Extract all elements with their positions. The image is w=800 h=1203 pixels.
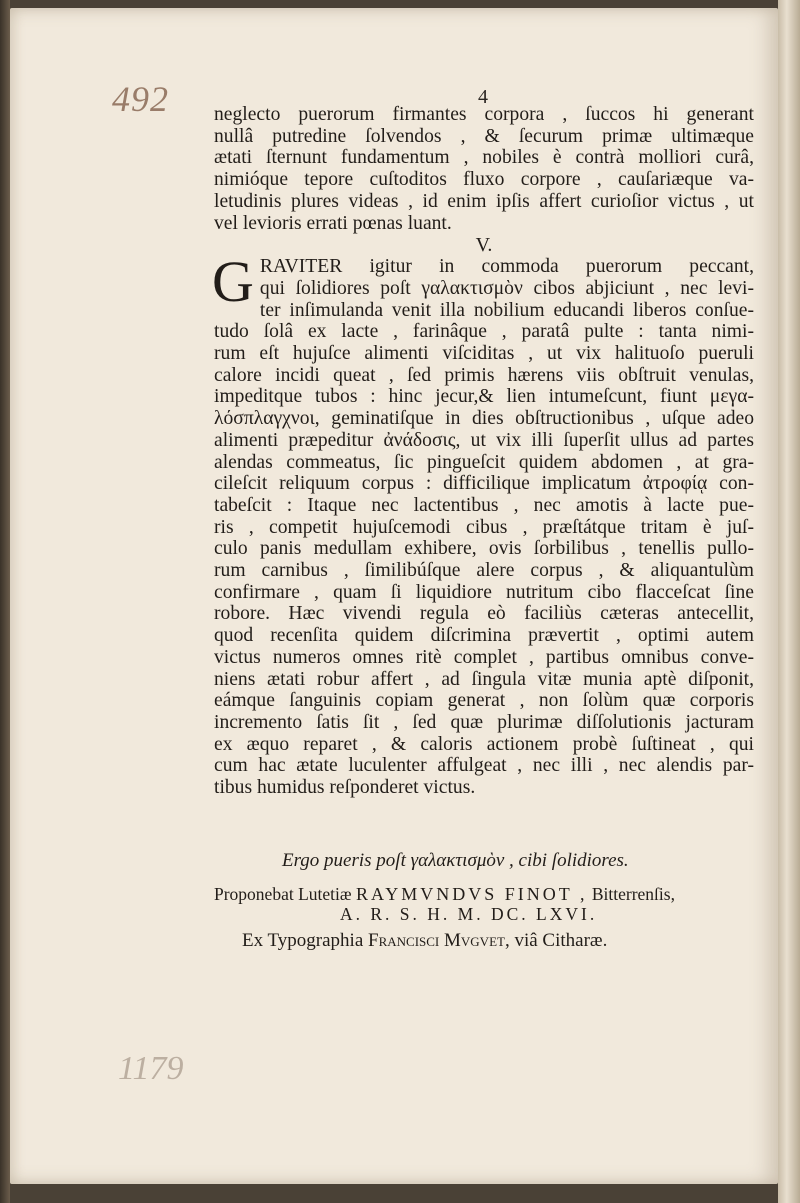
text-line: niens ætati robur affert , ad ſingula vitæ munia aptè diſponit, — [214, 668, 754, 690]
body-text — [214, 104, 754, 799]
text-line: ter inſimulanda venit illa nobilium educandi liberos conſue- — [259, 299, 754, 321]
proponent-name: RAYMVNDVS FINOT , — [355, 884, 588, 904]
text-line: tibus humidus reſponderet victus. — [214, 777, 476, 799]
manuscript-annotation-bottom: 1179 — [118, 1050, 184, 1087]
text-line: ætati ſternunt fundamentum , nobiles è contrà molliori curâ, — [214, 147, 754, 169]
text-line: victus numeros omnes ritè complet , partibus omnibus conve- — [214, 646, 754, 668]
printer-name: Francisci Mvgvet — [368, 930, 505, 951]
proponent-origin: Bitterrenſis, — [591, 884, 675, 904]
text-line: qui ſolidiores poſt γαλακτισμὸν cibos abjiciunt , nec levi- — [259, 277, 754, 299]
proponent-line — [214, 884, 675, 905]
section-number: V. — [475, 234, 493, 257]
text-line: quod recenſita quidem diſcrimina prævertit , optimi autem — [214, 625, 754, 647]
text-line: neglecto puerorum firmantes corpora , ſuccos hi generant — [214, 104, 754, 125]
paragraph-2 — [212, 249, 754, 799]
text-line: eámque ſanguinis copiam generat , non ſolùm quæ corporis — [214, 690, 754, 712]
date-line: A. R. S. H. M. DC. LXVI. — [340, 904, 598, 924]
text-line: impeditque tubos : hinc jecur,& lien intumeſcunt, fiunt μεγα- — [214, 386, 754, 408]
text-line: incremento ſatis ſit , ſed quæ plurimæ diſſolutionis jacturam — [214, 711, 754, 733]
drop-cap: G — [212, 249, 254, 315]
text-line: cileſcit reliquum corpus : difficilique implicatum ἀτροφίᾳ con- — [214, 473, 754, 495]
paragraph-1 — [214, 104, 754, 234]
text-line: nullâ putredine ſolvendos , & ſecurum primæ ultimæque — [214, 125, 754, 147]
book-gutter-edge — [0, 0, 10, 1203]
page-fore-edge — [778, 0, 800, 1203]
text-line: culo panis medullam exhibere, ovis ſorbilibus , tenellis pullo- — [214, 538, 754, 560]
proponent-prefix: Proponebat Lutetiæ — [214, 884, 352, 904]
text-line: λόσπλαγχνοι, geminatiſque in dies obſtructionibus , uſque adeo — [214, 408, 754, 430]
text-line: calore incidi queat , ſed primis hærens viis obſtruit venulas, — [214, 364, 754, 386]
text-line: ex æquo reparet , & caloris actionem probè ſuſtineat , qui — [214, 733, 754, 755]
thesis-statement: Ergo pueris poſt γαλακτισμὸν , cibi ſolidiores. — [282, 850, 629, 871]
text-line: ris , competit hujuſcemodi cibus , præſtátque tritam è juſ- — [214, 516, 754, 538]
text-line: cum hac ætate luculenter affulgeat , nec illi , nec alendis par- — [214, 755, 754, 777]
imprint-prefix: Ex Typographia — [242, 930, 364, 951]
text-line: confirmare , quam ſi liquidiore nutritum cibo flacceſcat ſine — [214, 581, 754, 603]
text-line: robore. Hæc vivendi regula eò faciliùs cæteras antecellit, — [214, 603, 754, 625]
imprint-suffix: , viâ Citharæ. — [504, 930, 608, 951]
printer-imprint — [242, 930, 607, 952]
text-line: alendas commeatus, ſic pingueſcit quidem abdomen , at gra- — [214, 451, 754, 473]
text-line: tudo ſolâ ex lacte , farinâque , paratâ pulte : tanta nimi- — [214, 321, 754, 343]
text-line: rum carnibus , ſimilibúſque alere corpus , & aliquantulùm — [214, 560, 754, 582]
text-line: tabeſcit : Itaque nec lactentibus , nec amotis à lacte pue- — [214, 494, 754, 516]
manuscript-annotation: 492 — [112, 79, 169, 119]
text-line: nimióque tepore cuſtoditos fluxo corpore , cauſariæque va- — [214, 169, 754, 191]
page-number: 4 — [478, 86, 488, 108]
text-line: alimenti præpeditur ἀνάδοσις, ut vix illi ſuperſit ullus ad partes — [214, 429, 754, 451]
text-line: letudinis plures videas , id enim ipſis affert curioſior victus , ut — [214, 190, 754, 212]
text-line: vel levioris errati pœnas luant. — [214, 212, 452, 234]
text-line: RAVITER igitur in commoda puerorum peccant, — [259, 256, 754, 278]
text-line: rum eſt hujuſce alimenti viſciditas , ut vix halituoſo pueruli — [214, 343, 754, 365]
